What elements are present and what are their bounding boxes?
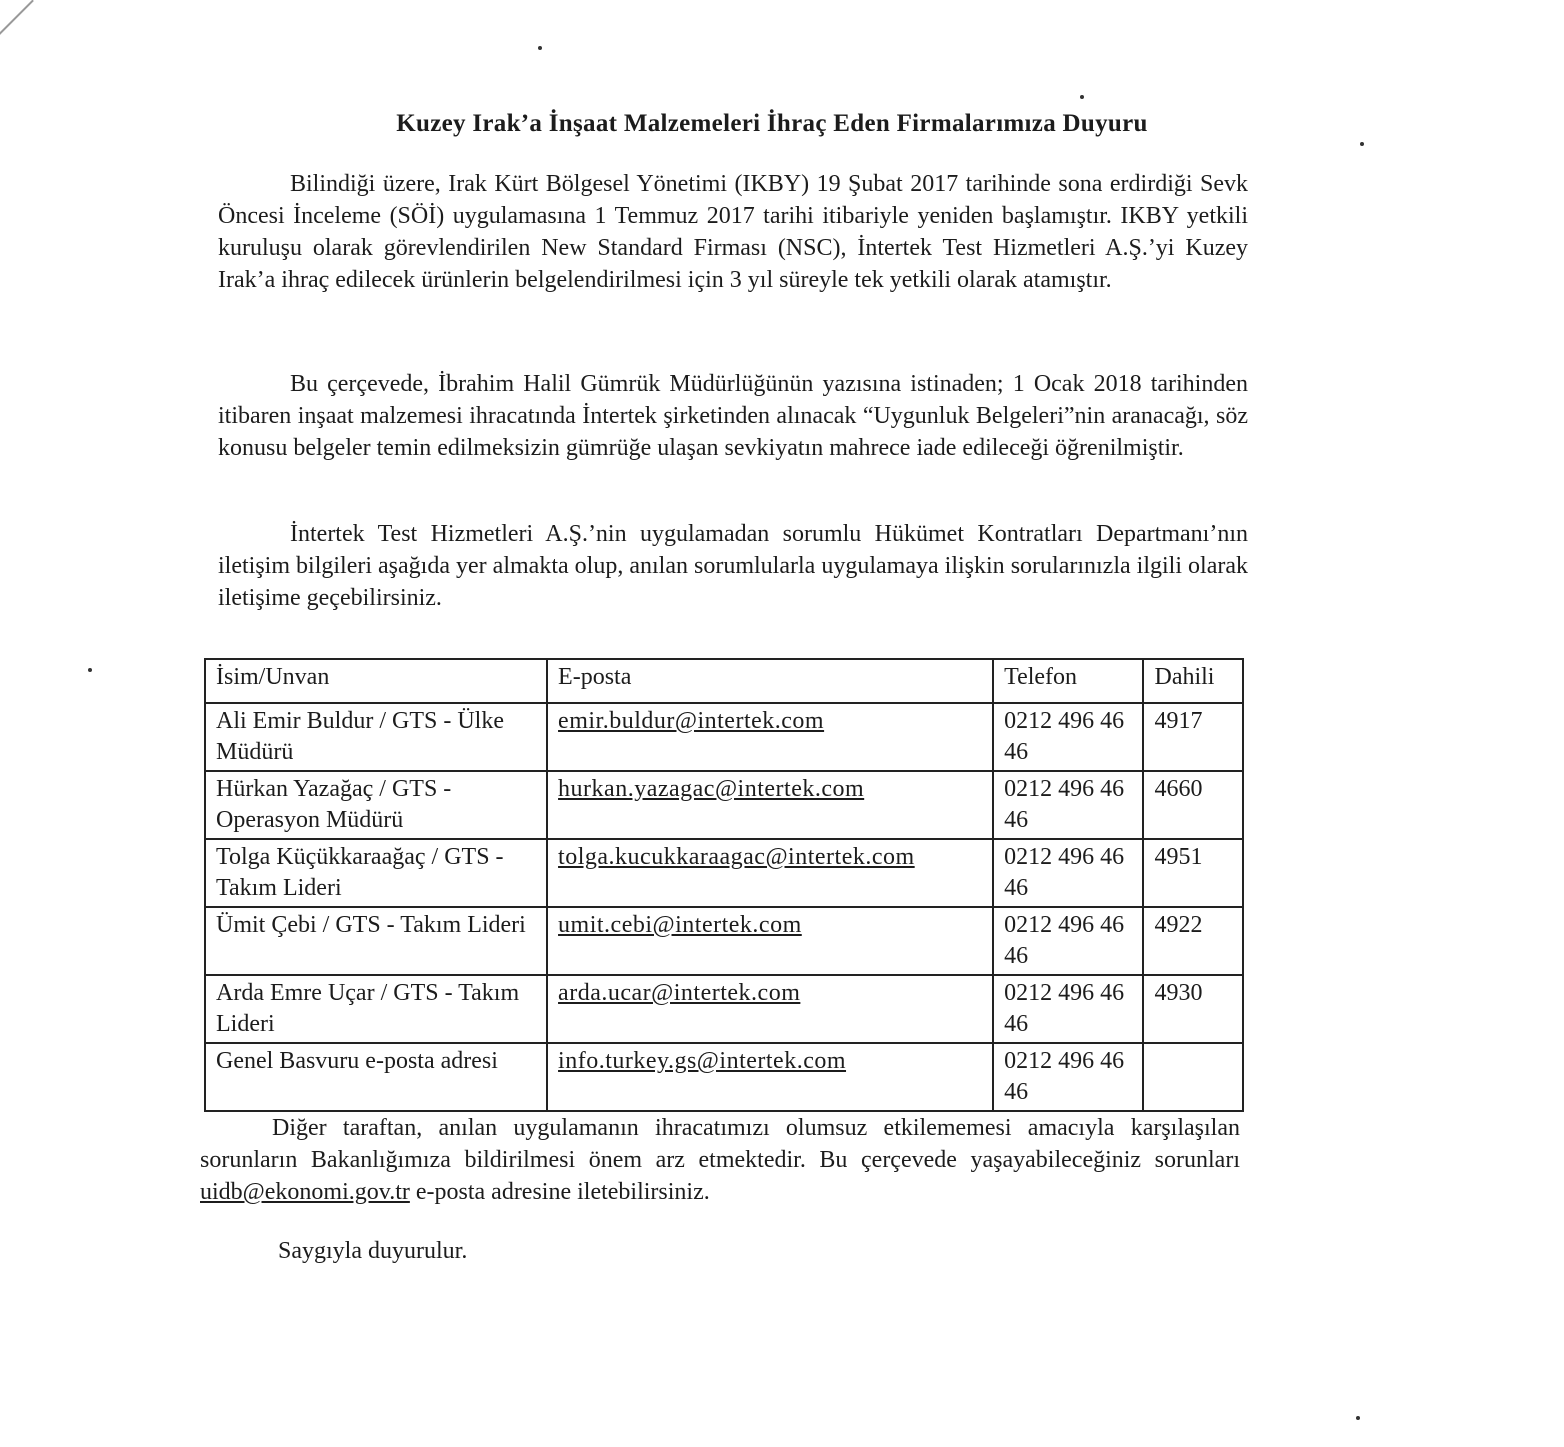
contact-table <box>204 658 1244 1112</box>
contact-name: Ümit Çebi / GTS - Takım Lideri <box>205 907 547 975</box>
contact-name: Arda Emre Uçar / GTS - Takım Lideri <box>205 975 547 1043</box>
contact-phone: 0212 496 46 46 <box>993 839 1143 907</box>
contact-ext: 4951 <box>1143 839 1243 907</box>
contact-ext: 4917 <box>1143 703 1243 771</box>
closing-line: Saygıyla duyurulur. <box>278 1238 468 1264</box>
paragraph-reporting-end: e-posta adresine iletebilirsiniz. <box>409 1179 710 1205</box>
paragraph-contacts-intro: İntertek Test Hizmetleri A.Ş.’nin uygulamadan sorumlu Hükümet Kontratları Departmanı’nın iletişim bilgileri aşağıda yer almakta olup, anılan sorumlularla uygulamaya ilişkin sorularınızla ilgili olarak iletişime geçebilirsiniz. <box>218 521 1248 611</box>
contact-ext: 4922 <box>1143 907 1243 975</box>
contact-name: Hürkan Yazağaç / GTS - Operasyon Müdürü <box>205 771 547 839</box>
table-header-row <box>205 659 1243 703</box>
scan-speck <box>1356 1416 1360 1420</box>
contact-ext: 4660 <box>1143 771 1243 839</box>
contact-name: Tolga Küçükkaraağaç / GTS - Takım Lideri <box>205 839 547 907</box>
contact-phone: 0212 496 46 46 <box>993 975 1143 1043</box>
scan-speck <box>538 46 542 50</box>
page-corner-mark <box>0 0 34 43</box>
contact-ext <box>1143 1043 1243 1111</box>
ministry-email-link[interactable]: uidb@ekonomi.gov.tr <box>200 1179 410 1205</box>
contact-email-link[interactable]: info.turkey.gs@intertek.com <box>558 1048 847 1074</box>
table-row <box>205 771 1243 839</box>
contact-phone: 0212 496 46 46 <box>993 1043 1143 1111</box>
contact-phone: 0212 496 46 46 <box>993 771 1143 839</box>
table-row <box>205 703 1243 771</box>
table-row <box>205 907 1243 975</box>
scan-speck <box>1360 142 1364 146</box>
contact-email-link[interactable]: umit.cebi@intertek.com <box>558 912 802 938</box>
contact-email-link[interactable]: emir.buldur@intertek.com <box>558 708 825 734</box>
contact-email-link[interactable]: tolga.kucukkaraagac@intertek.com <box>558 844 915 870</box>
scan-speck <box>88 668 92 672</box>
scan-speck <box>1080 95 1084 99</box>
table-row <box>205 975 1243 1043</box>
header-name: İsim/Unvan <box>205 659 547 703</box>
contact-phone: 0212 496 46 46 <box>993 703 1143 771</box>
contact-email-link[interactable]: arda.ucar@intertek.com <box>558 980 801 1006</box>
paragraph-reporting <box>200 1112 1240 1208</box>
header-email: E-posta <box>547 659 993 703</box>
table-row <box>205 1043 1243 1111</box>
document-title: Kuzey Irak’a İnşaat Malzemeleri İhraç Eden Firmalarımıza Duyuru <box>396 110 1148 137</box>
contact-email-link[interactable]: hurkan.yazagac@intertek.com <box>558 776 865 802</box>
paragraph-reporting-text: Diğer taraftan, anılan uygulamanın ihracatımızı olumsuz etkilememesi amacıyla karşılaşılan sorunların Bakanlığımıza bildirilmesi önem arz etmektedir. Bu çerçevede yaşayabileceğiniz sorunları <box>200 1115 1240 1173</box>
paragraph-requirement: Bu çerçevede, İbrahim Halil Gümrük Müdürlüğünün yazısına istinaden; 1 Ocak 2018 tarihinden itibaren inşaat malzemesi ihracatında İntertek şirketinden alınacak “Uygunluk Belgeleri”nin aranacağı, söz konusu belgeler temin edilmeksizin gümrüğe ulaşan sevkiyatın mahrece iade edileceği öğrenilmiştir. <box>218 371 1248 461</box>
contact-name: Genel Basvuru e-posta adresi <box>205 1043 547 1111</box>
header-ext: Dahili <box>1143 659 1243 703</box>
contact-ext: 4930 <box>1143 975 1243 1043</box>
table-row <box>205 839 1243 907</box>
header-phone: Telefon <box>993 659 1143 703</box>
paragraph-intro: Bilindiği üzere, Irak Kürt Bölgesel Yönetimi (IKBY) 19 Şubat 2017 tarihinde sona erdirdiği Sevk Öncesi İnceleme (SÖİ) uygulamasına 1 Temmuz 2017 tarihi itibariyle yeniden başlamıştır. IKBY yetkili kuruluşu olarak görevlendirilen New Standard Firması (NSC), İntertek Test Hizmetleri A.Ş.’yi Kuzey Irak’a ihraç edilecek ürünlerin belgelendirilmesi için 3 yıl süreyle tek yetkili olarak atamıştır. <box>218 171 1248 293</box>
contact-name: Ali Emir Buldur / GTS - Ülke Müdürü <box>205 703 547 771</box>
contact-phone: 0212 496 46 46 <box>993 907 1143 975</box>
